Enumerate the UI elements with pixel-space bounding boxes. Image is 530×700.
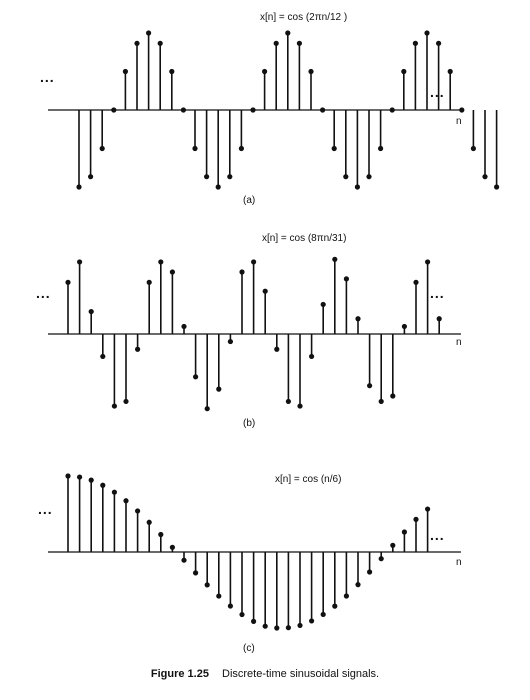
panel-c-sample-n3 — [100, 483, 105, 488]
panel-b-sample-n10 — [193, 374, 198, 379]
panel-c-sample-n10 — [181, 558, 186, 563]
panel-b-sample-n20 — [309, 354, 314, 359]
panel-a-sample-n17 — [343, 174, 348, 179]
panel-a-sample-n1 — [158, 41, 163, 46]
panel-b-sample-n-1 — [65, 280, 70, 285]
panel-a-sample-n4 — [192, 146, 197, 151]
panel-b-sample-n7 — [158, 259, 163, 264]
panel-a-sample-n25 — [436, 41, 441, 46]
figure-caption-text: Discrete-time sinusoidal signals. — [222, 668, 380, 680]
panel-a-left-ellipsis: ... — [40, 69, 55, 85]
panel-c-sample-n26 — [367, 569, 372, 574]
panel-b-xlabel: n — [456, 337, 462, 348]
panel-a-right-ellipsis: ... — [430, 84, 445, 100]
panel-a-sample-n16 — [332, 146, 337, 151]
panel-b-sample-n15 — [251, 259, 256, 264]
panel-c-sample-n11 — [193, 570, 198, 575]
panel-a-xlabel: n — [456, 116, 462, 127]
panel-a-sample-n6 — [216, 184, 221, 189]
panel-c-sample-n4 — [112, 490, 117, 495]
panel-c-sample-n12 — [205, 582, 210, 587]
panel-c-sample-n8 — [158, 532, 163, 537]
panel-a — [40, 12, 499, 206]
panel-a-sample-n19 — [366, 174, 371, 179]
panel-c-sample-n25 — [355, 582, 360, 587]
panel-b-sample-n16 — [263, 289, 268, 294]
panel-c-sample-n29 — [402, 529, 407, 534]
panel-a-sample-n26 — [448, 69, 453, 74]
panel-b-sample-n29 — [413, 280, 418, 285]
panel-a-sample-n13 — [297, 41, 302, 46]
panel-a-sample-n28 — [471, 146, 476, 151]
panel-c-sample-n18 — [274, 625, 279, 630]
panel-c-sample-n21 — [309, 618, 314, 623]
panel-a-sample-n11 — [274, 41, 279, 46]
panel-a-sample-n-1 — [134, 41, 139, 46]
panel-b-sample-n26 — [379, 399, 384, 404]
figure-caption — [0, 668, 530, 680]
panel-c-sample-n2 — [89, 478, 94, 483]
panel-c-sample-n5 — [123, 498, 128, 503]
panel-b-sample-n21 — [321, 302, 326, 307]
panel-b-sample-n14 — [239, 269, 244, 274]
panel-c-sample-n7 — [147, 520, 152, 525]
panel-c-left-ellipsis: ... — [38, 501, 53, 517]
panel-b-sample-n25 — [367, 383, 372, 388]
panel-a-sample-n21 — [390, 107, 395, 112]
panel-a-sample-n10 — [262, 69, 267, 74]
panel-b-sample-n28 — [402, 324, 407, 329]
panel-b-sample-n5 — [135, 347, 140, 352]
panel-c-sample-n16 — [251, 619, 256, 624]
panel-a-sample-n8 — [239, 146, 244, 151]
panel-b-sample-n4 — [123, 399, 128, 404]
panel-a-sample-n24 — [424, 30, 429, 35]
panel-c-sample-n1 — [77, 474, 82, 479]
panel-c-right-ellipsis: ... — [430, 527, 445, 543]
panel-b-sample-n0 — [77, 259, 82, 264]
panel-b-sample-n18 — [286, 399, 291, 404]
panel-a-sample-n15 — [320, 107, 325, 112]
panel-c-sample-n31 — [425, 506, 430, 511]
panel-c-title: x[n] = cos (n/6) — [275, 474, 342, 485]
figure-caption-label: Figure 1.25 — [150, 668, 209, 680]
panel-a-sample-n-3 — [111, 107, 116, 112]
panel-c-sample-n19 — [286, 625, 291, 630]
panel-a-sample-n-2 — [123, 69, 128, 74]
panel-c-sample-n0 — [65, 473, 70, 478]
panel-b — [36, 233, 462, 429]
panel-a-sample-n12 — [285, 30, 290, 35]
panel-a-label: (a) — [243, 195, 256, 206]
panel-a-sample-n3 — [181, 107, 186, 112]
panel-b-sample-n2 — [100, 354, 105, 359]
panel-b-sample-n9 — [181, 324, 186, 329]
panel-a-sample-n7 — [227, 174, 232, 179]
panel-a-sample-n29 — [482, 174, 487, 179]
panel-c-sample-n9 — [170, 545, 175, 550]
panel-b-title: x[n] = cos (8πn/31) — [262, 233, 347, 244]
panel-c-sample-n15 — [239, 612, 244, 617]
panel-c-sample-n14 — [228, 603, 233, 608]
panel-a-sample-n9 — [250, 107, 255, 112]
panel-a-sample-n30 — [494, 184, 499, 189]
panel-a-sample-n22 — [401, 69, 406, 74]
panel-c-label: (c) — [243, 643, 255, 654]
panel-c — [38, 473, 462, 654]
panel-a-title: x[n] = cos (2πn/12 ) — [260, 12, 348, 23]
panel-c-sample-n6 — [135, 508, 140, 513]
panel-b-sample-n6 — [147, 280, 152, 285]
panel-c-sample-n28 — [390, 543, 395, 548]
panel-b-sample-n30 — [425, 259, 430, 264]
panel-b-sample-n1 — [89, 309, 94, 314]
panel-c-sample-n17 — [263, 624, 268, 629]
panel-a-sample-n18 — [355, 184, 360, 189]
panel-a-sample-n14 — [308, 69, 313, 74]
panel-c-xlabel: n — [456, 557, 462, 568]
panel-a-sample-n-6 — [76, 184, 81, 189]
panel-c-sample-n20 — [297, 623, 302, 628]
panel-a-sample-n2 — [169, 69, 174, 74]
panel-c-sample-n30 — [413, 517, 418, 522]
panel-a-sample-n27 — [459, 107, 464, 112]
panel-b-sample-n23 — [344, 276, 349, 281]
panel-a-sample-n0 — [146, 30, 151, 35]
panel-b-sample-n22 — [332, 257, 337, 262]
panel-b-sample-n19 — [297, 403, 302, 408]
panel-a-sample-n5 — [204, 174, 209, 179]
panel-b-sample-n13 — [228, 339, 233, 344]
panel-b-sample-n27 — [390, 393, 395, 398]
panel-c-sample-n27 — [379, 556, 384, 561]
panel-b-sample-n11 — [205, 406, 210, 411]
panel-b-sample-n17 — [274, 347, 279, 352]
panel-a-sample-n-5 — [88, 174, 93, 179]
panel-b-sample-n3 — [112, 403, 117, 408]
panel-b-left-ellipsis: ... — [36, 285, 51, 301]
panel-b-sample-n24 — [355, 316, 360, 321]
panel-c-sample-n23 — [332, 604, 337, 609]
panel-a-sample-n20 — [378, 146, 383, 151]
panel-b-right-ellipsis: ... — [430, 285, 445, 301]
panel-b-sample-n31 — [437, 316, 442, 321]
panel-b-sample-n12 — [216, 387, 221, 392]
panel-c-sample-n22 — [321, 612, 326, 617]
panel-a-sample-n-4 — [100, 146, 105, 151]
panel-b-label: (b) — [243, 418, 256, 429]
panel-b-sample-n8 — [170, 269, 175, 274]
panel-a-sample-n23 — [413, 41, 418, 46]
panel-c-sample-n24 — [344, 593, 349, 598]
panel-c-sample-n13 — [216, 593, 221, 598]
